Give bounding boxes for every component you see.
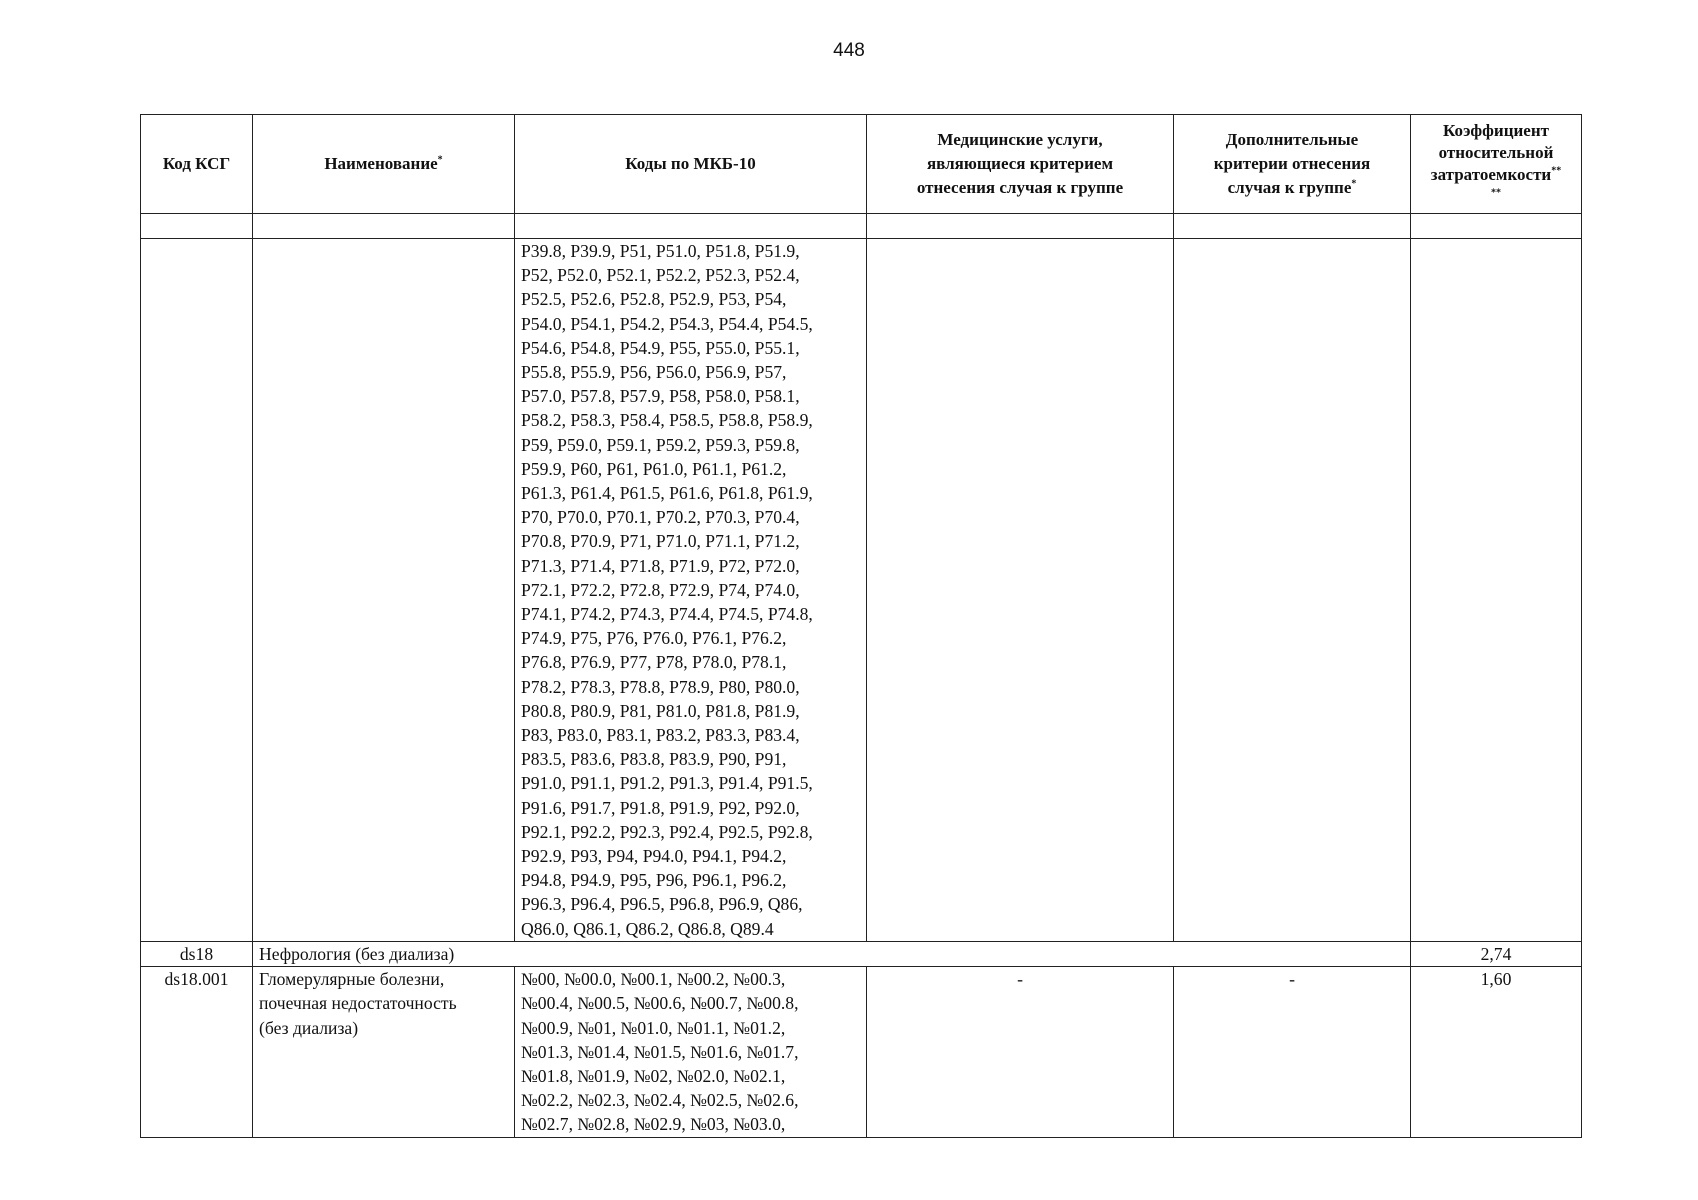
profile-name: Нефрология (без диализа) [253, 941, 1411, 966]
header-coef: Коэффициент относительной затратоемкости** ** [1411, 115, 1582, 214]
group-name: Гломерулярные болезни, почечная недостаточность (без диализа) [253, 967, 515, 1137]
header-criteria: Дополнительные критерии отнесения случая к группе* [1174, 115, 1411, 214]
header-code: Код КСГ [141, 115, 253, 214]
header-services: Медицинские услуги, являющиеся критерием отнесения случая к группе [867, 115, 1174, 214]
footnote-mark: * [1351, 178, 1357, 190]
profile-coef: 2,74 [1411, 941, 1582, 966]
group-code: ds18.001 [141, 967, 253, 1137]
group-criteria: - [1174, 967, 1411, 1137]
footnote-mark: ** [1551, 165, 1562, 177]
spacer-row [141, 214, 1582, 239]
profile-row [141, 941, 1582, 966]
icd-codes-cell: P39.8, P39.9, P51, P51.0, P51.8, P51.9, P52, P52.0, P52.1, P52.2, P52.3, P52.4, P52.5, P52.6, P52.8, P52.9, P53, P54, P54.0, P54.1, P54.2, P54.3, P54.4, P54.5, P54.6, P54.8, P54.9, P55, P55.0, P55.1, P55.8, P55.9, P56, P56.0, P56.9, P57, P57.0, P57.8, P57.9, P58, P58.0, P58.1, P58.2, P58.3, P58.4, P58.5, P58.8, P58.9, P59, P59.0, P59.1, P59.2, P59.3, P59.8, P59.9, P60, P61, P61.0, P61.1, P61.2, P61.3, P61.4, P61.5, P61.6, P61.8, P61.9, P70, P70.0, P70.1, P70.2, P70.3, P70.4, P70.8, P70.9, P71, P71.0, P71.1, P71.2, P71.3, P71.4, P71.8, P71.9, P72, P72.0, P72.1, P72.2, P72.8, P72.9, P74, P74.0, P74.1, P74.2, P74.3, P74.4, P74.5, P74.8, P74.9, P75, P76, P76.0, P76.1, P76.2, P76.8, P76.9, P77, P78, P78.0, P78.1, P78.2, P78.3, P78.8, P78.9, P80, P80.0, P80.8, P80.9, P81, P81.0, P81.8, P81.9, P83, P83.0, P83.1, P83.2, P83.3, P83.4, P83.5, P83.6, P83.8, P83.9, P90, P91, P91.0, P91.1, P91.2, P91.3, P91.4, P91.5, P91.6, P91.7, P91.8, P91.9, P92, P92.0, P92.1, P92.2, P92.3, P92.4, P92.5, P92.8, P92.9, P93, P94, P94.0, P94.1, P94.2, P94.8, P94.9, P95, P96, P96.1, P96.2, P96.3, P96.4, P96.5, P96.8, P96.9, Q86, Q86.0, Q86.1, Q86.2, Q86.8, Q89.4 [515, 239, 867, 942]
footnote-mark: ** [1491, 187, 1501, 199]
header-row [141, 115, 1582, 214]
profile-code: ds18 [141, 941, 253, 966]
table-row [141, 239, 1582, 942]
header-name: Наименование* [253, 115, 515, 214]
group-icd-codes: №00, №00.0, №00.1, №00.2, №00.3, №00.4, №00.5, №00.6, №00.7, №00.8, №00.9, №01, №01.0, №01.1, №01.2, №01.3, №01.4, №01.5, №01.6, №01.7, №01.8, №01.9, №02, №02.0, №02.1, №02.2, №02.3, №02.4, №02.5, №02.6, №02.7, №02.8, №02.9, №03, №03.0, [515, 967, 867, 1137]
ksg-table [140, 114, 1582, 1138]
header-icd: Коды по МКБ-10 [515, 115, 867, 214]
group-coef: 1,60 [1411, 967, 1582, 1137]
footnote-mark: * [437, 154, 443, 166]
page-number: 448 [833, 40, 865, 61]
group-row [141, 967, 1582, 1137]
group-services: - [867, 967, 1174, 1137]
